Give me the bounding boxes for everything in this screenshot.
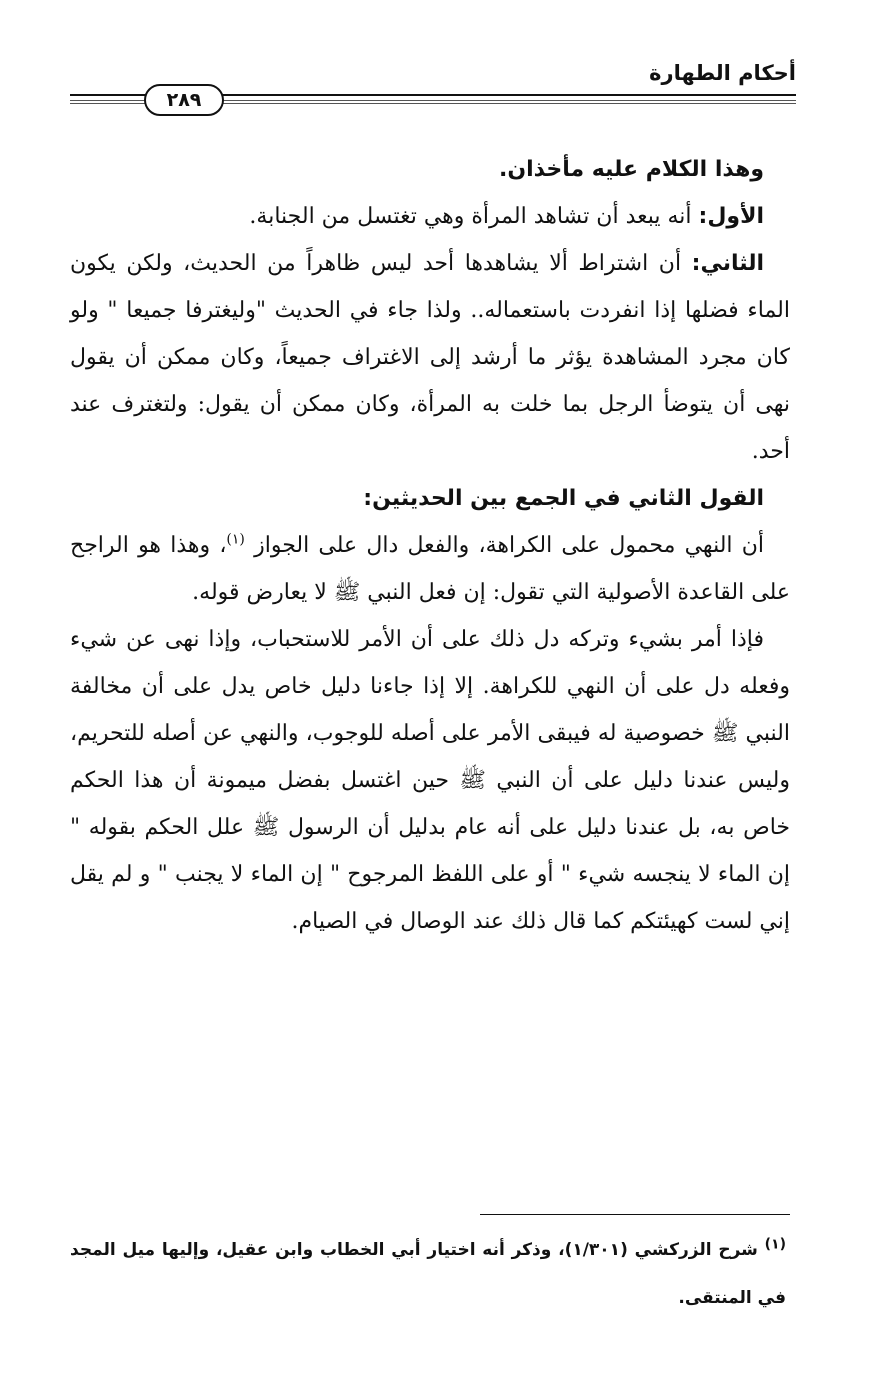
running-title: أحكام الطهارة: [649, 61, 796, 85]
paragraph-1: [70, 522, 790, 616]
paragraph-1-start: أن النهي محمول على الكراهة، والفعل دال على الجواز: [244, 533, 764, 558]
first-label: الأول:: [698, 204, 764, 229]
section-heading: القول الثاني في الجمع بين الحديثين:: [363, 486, 764, 511]
paragraph-1-end: ، وهذا هو الراجح على القاعدة الأصولية التي تقول: إن فعل النبي ﷺ لا يعارض قوله.: [70, 533, 790, 605]
footnote-reference[interactable]: (١): [226, 531, 245, 548]
footnotes: [70, 1226, 786, 1322]
second-text: أن اشتراط ألا يشاهدها أحد ليس ظاهراً من الحديث، ولكن يكون الماء فضلها إذا انفردت باستعماله.. ولذا جاء في الحديث "وليغترفا جميعا " ولو كان مجرد المشاهدة يؤثر ما أرشد إلى الاغتراف جميعاً، وكان ممكن أن يقول نهى أن يتوضأ الرجل بما خلت به المرأة، وكان ممكن أن يقول: ولتغترف عند أحد.: [70, 251, 790, 464]
second-point: [70, 240, 790, 475]
page-number: ٢٨٩: [144, 84, 224, 116]
intro-line: وهذا الكلام عليه مأخذان.: [498, 157, 764, 182]
footnote-1-text: شرح الزركشي (١/٣٠١)، وذكر أنه اختيار أبي الخطاب وابن عقيل، وإليها ميل المجد في المنتقى.: [70, 1240, 786, 1308]
footnote-1-marker: (١): [764, 1236, 786, 1253]
footnote-separator: [480, 1214, 790, 1215]
first-text: أنه يبعد أن تشاهد المرأة وهي تغتسل من الجنابة.: [249, 204, 699, 229]
second-label: الثاني:: [691, 251, 764, 276]
paragraph-2: فإذا أمر بشيء وتركه دل ذلك على أن الأمر للاستحباب، وإذا نهى عن شيء وفعله دل على أن النهي للكراهة. إلا إذا جاءنا دليل خاص يدل على أن مخالفة النبي ﷺ خصوصية له فيبقى الأمر على أصله للوجوب، والنهي عن أصله للتحريم، وليس عندنا دليل على أن النبي ﷺ حين اغتسل بفضل ميمونة أن هذا الحكم خاص به، بل عندنا دليل على أنه عام بدليل أن الرسول ﷺ علل الحكم بقوله " إن الماء لا ينجسه شيء " أو على اللفظ المرجوح " إن الماء لا يجنب " و لم يقل إني لست كهيئتكم كما قال ذلك عند الوصال في الصيام.: [70, 627, 790, 934]
main-text: [70, 146, 790, 945]
first-point: [70, 193, 790, 240]
page-header: [70, 58, 796, 118]
footnote-1: [70, 1226, 786, 1322]
